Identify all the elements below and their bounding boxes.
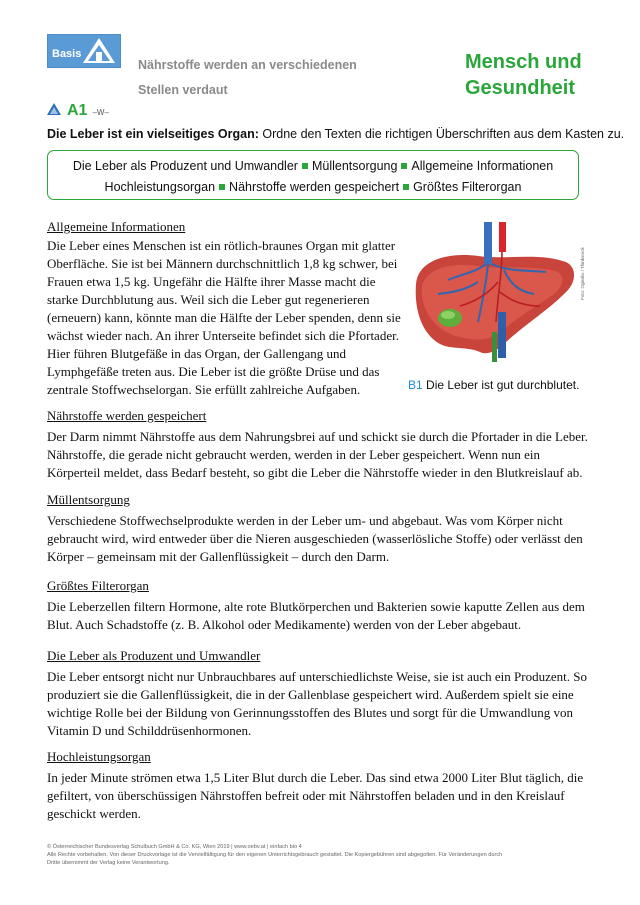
- subject-line2: Gesundheit: [465, 77, 576, 99]
- text-line: In jeder Minute strömen etwa 1,5 Liter Blut durch die Leber. Das sind etwa 2000 Liter Blut täglich, die: [47, 770, 584, 785]
- section-heading: Hochleistungsorgan: [47, 749, 151, 764]
- word-item: Allgemeine Informationen: [411, 159, 554, 173]
- text-line: wichtige Rolle bei der Bildung von Gerinnungsstoffen des Blutes und sorgt für die Umwandlung von: [47, 705, 573, 720]
- task-header: [47, 102, 109, 120]
- instruction-bold: Die Leber ist ein vielseitiges Organ:: [47, 127, 259, 141]
- worksheet-title-line1: Nährstoffe werden an verschiedenen: [138, 58, 357, 72]
- text-line: gefiltert, von überschüssigen Nährstoffen befreit oder mit Nährstoffen beladen und in den Kreislauf: [47, 788, 565, 803]
- subject-line1: Mensch und: [465, 51, 582, 73]
- text-line: Die Leber eines Menschen ist ein rötlich-braunes Organ mit glatter: [47, 238, 396, 253]
- text-line: Körperteil meldet, dass Bedarf besteht, so gibt die Leber die Nährstoffe wieder in den Blutkreislauf ab.: [47, 465, 583, 480]
- text-line: Lymphgefäße treten aus. Die Leber ist die größte Drüse und das: [47, 364, 380, 379]
- subject-heading: [465, 49, 582, 101]
- section-text: [47, 668, 587, 740]
- separator-square-icon: [401, 163, 407, 169]
- task-instruction: [47, 127, 624, 141]
- word-box-row2: [48, 177, 578, 198]
- text-line: Blut. Auch Schadstoffe (z. B. Alkohol oder Medikamente) werden von der Leber abgebaut.: [47, 617, 522, 632]
- separator-square-icon: [403, 184, 409, 190]
- text-line: geschickt werden.: [47, 806, 141, 821]
- footer-line: © Österreichischer Bundesverlag Schulbuch GmbH & Co. KG, Wien 2019 | www.oebv.at | einfach bio 4: [47, 844, 302, 850]
- text-line: Der Darm nimmt Nährstoffe aus dem Nahrungsbrei auf und schickt sie durch die Pfortader in die Leber.: [47, 429, 588, 444]
- text-line: produziert sie die Gallenflüssigkeit, die in der Gallenblase gespeichert wird. Außerdem spielt sie eine: [47, 687, 574, 702]
- footer-line: Dritte übernimmt der Verlag keine Verantwortung.: [47, 860, 170, 866]
- text-line: Körper – gemeinsam mit der Gallenflüssigkeit – durch den Darm.: [47, 549, 390, 564]
- text-line: starke Durchblutung aus. Weil sich die Leber gut regenerieren: [47, 292, 370, 307]
- text-line: Hier führen Blutgefäße in das Organ, der Gallengang und: [47, 346, 347, 361]
- word-item: Nährstoffe werden gespeichert: [229, 180, 400, 194]
- logo-label: Basis: [52, 48, 82, 60]
- text-line: gebraucht wird, wird entweder über die Nieren ausgeschieden (wasserlösliche Stoffe) oder verlässt den: [47, 531, 583, 546]
- section-heading: Größtes Filterorgan: [47, 578, 149, 593]
- word-item: Hochleistungsorgan: [104, 180, 216, 194]
- text-line: Die Leberzellen filtern Hormone, alte rote Blutkörperchen und Bakterien sowie kaputte Zellen aus dem: [47, 599, 585, 614]
- photo-credit: Foto: Ogiedru / Thinkstock: [580, 247, 585, 300]
- separator-square-icon: [219, 184, 225, 190]
- section-heading: Müllentsorgung: [47, 492, 130, 507]
- section-heading: Nährstoffe werden gespeichert: [47, 408, 207, 423]
- text-line: (erneuern) kann, könnte man die Hälfte der Leber spenden, denn sie: [47, 310, 401, 325]
- text-line: Oberfläche. Sie ist bei Männern durchschnittlich 1,8 kg schwer, bei: [47, 256, 398, 271]
- liver-illustration: [408, 222, 583, 372]
- basis-logo: [47, 34, 121, 68]
- section-heading: Allgemeine Informationen: [47, 219, 186, 234]
- text-line: Frauen etwa 1,5 kg. Ungefähr die Hälfte ihrer Masse macht die: [47, 274, 376, 289]
- worksheet-title-line2: Stellen verdaut: [138, 83, 228, 97]
- figure-caption-text: Die Leber ist gut durchblutet.: [422, 378, 580, 392]
- text-line: Nährstoffe, die gerade nicht gebraucht werden, werden in der Leber gespeichert. Wenn nun ein: [47, 447, 540, 462]
- word-box: [47, 150, 579, 200]
- word-box-row1: [48, 156, 578, 177]
- text-line: Vitamin D und Schilddrüsenhormonen.: [47, 723, 252, 738]
- word-item: Müllentsorgung: [311, 159, 398, 173]
- section-text: [47, 237, 401, 399]
- section-text: [47, 769, 583, 823]
- text-line: Die Leber entsorgt nicht nur Unbrauchbares auf unterschiedlichste Weise, sie ist auch ein Produzent. So: [47, 669, 587, 684]
- task-label: A1: [67, 102, 88, 119]
- figure-caption: [408, 378, 579, 392]
- level-triangle-icon: [47, 103, 61, 115]
- footer-line: Alle Rechte vorbehalten. Von dieser Druckvorlage ist die Vervielfältigung für den eigenen Unterrichtsgebrauch gestattet. Die Kopiergebühren sind abgegolten. Für Veränderungen durch: [47, 852, 503, 858]
- figure-label: B1: [408, 378, 423, 392]
- copyright-footer: [47, 843, 587, 867]
- text-line: Verschiedene Stoffwechselprodukte werden in der Leber um- und abgebaut. Was vom Körper nicht: [47, 513, 563, 528]
- text-line: zentrale Stoffwechselorgan. Sie erfüllt zahlreiche Aufgaben.: [47, 382, 361, 397]
- instruction-text: Ordne den Texten die richtigen Überschriften aus dem Kasten zu.: [258, 127, 625, 141]
- section-text: [47, 512, 583, 566]
- task-level: –W–: [92, 108, 109, 117]
- section-text: [47, 598, 585, 634]
- word-item: Die Leber als Produzent und Umwandler: [72, 159, 298, 173]
- word-item: Größtes Filterorgan: [413, 180, 522, 194]
- separator-square-icon: [302, 163, 308, 169]
- section-heading: Die Leber als Produzent und Umwandler: [47, 648, 261, 663]
- text-line: wächst wieder nach. An ihrer Unterseite befindet sich die Pfortader.: [47, 328, 399, 343]
- section-text: [47, 428, 588, 482]
